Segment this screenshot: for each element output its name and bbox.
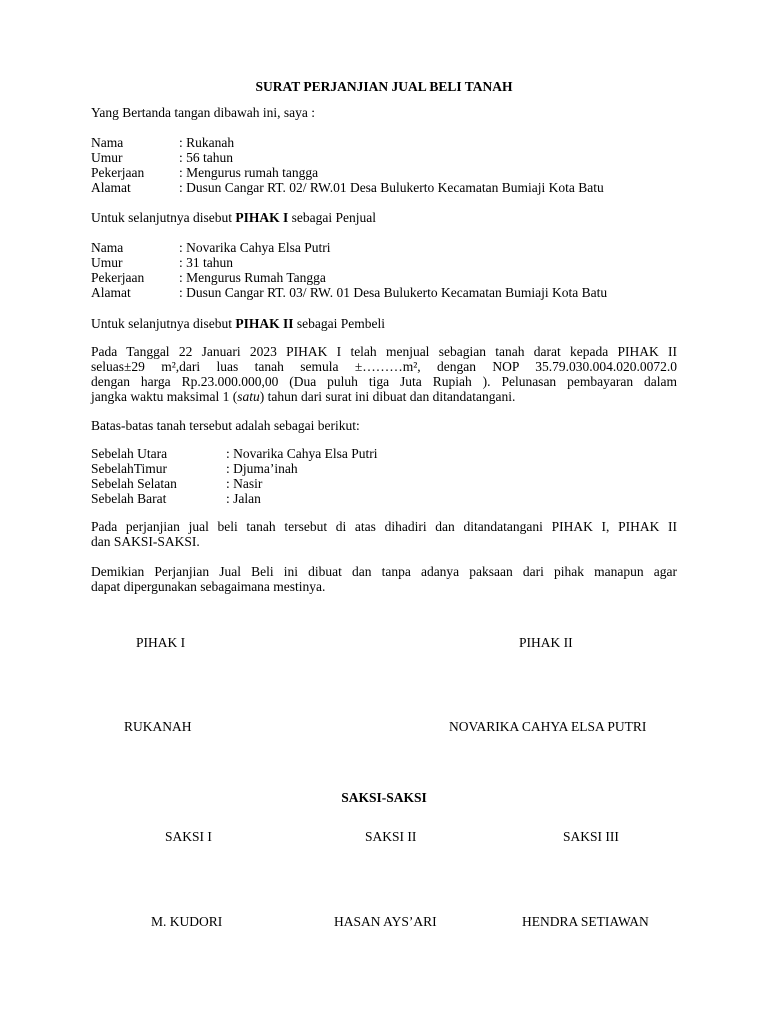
role-text: sebagai Penjual [288, 210, 376, 225]
value-alamat: : Dusun Cangar RT. 03/ RW. 01 Desa Bulukerto Kecamatan Bumiaji Kota Batu [179, 285, 608, 300]
pihak2-role [91, 316, 385, 331]
saksi1-label: SAKSI I [165, 829, 212, 844]
label-alamat: Alamat [91, 180, 131, 195]
boundary-label: Sebelah Barat [91, 491, 167, 506]
value-umur: : 31 tahun [179, 255, 233, 270]
closing-line: dapat dipergunakan sebagaimana mestinya. [91, 579, 326, 594]
label-pekerjaan: Pekerjaan [91, 165, 145, 180]
saksi2-name: HASAN AYS’ARI [334, 914, 437, 929]
saksi3-label: SAKSI III [563, 829, 619, 844]
role-text: Untuk selanjutnya disebut [91, 316, 236, 331]
closing-line: Demikian Perjanjian Jual Beli ini dibuat dan tanpa adanya paksaan dari pihak manapun agar [91, 564, 677, 579]
pihak2-signature-label: PIHAK II [519, 635, 573, 650]
role-text: sebagai Pembeli [293, 316, 385, 331]
value-alamat: : Dusun Cangar RT. 02/ RW.01 Desa Bulukerto Kecamatan Bumiaji Kota Batu [179, 180, 604, 195]
role-bold: PIHAK I [235, 210, 289, 225]
label-pekerjaan: Pekerjaan [91, 270, 145, 285]
role-text: Untuk selanjutnya disebut [91, 210, 236, 225]
witness-paragraph [91, 519, 677, 549]
boundaries-intro: Batas-batas tanah tersebut adalah sebagai berikut: [91, 418, 360, 433]
label-nama: Nama [91, 240, 124, 255]
agreement-line: dengan harga Rp.23.000.000,00 (Dua puluh tiga Juta Rupiah ). Pelunasan pembayaran dalam [91, 374, 677, 389]
value-pekerjaan: : Mengurus Rumah Tangga [179, 270, 326, 285]
pihak2-signature-name: NOVARIKA CAHYA ELSA PUTRI [449, 719, 647, 734]
intro-text: Yang Bertanda tangan dibawah ini, saya : [91, 105, 315, 120]
boundary-label: Sebelah Utara [91, 446, 168, 461]
value-pekerjaan: : Mengurus rumah tangga [179, 165, 319, 180]
saksi-heading: SAKSI-SAKSI [341, 790, 427, 805]
agreement-text: ) tahun dari surat ini dibuat dan ditandatangani. [259, 389, 516, 404]
value-nama: : Novarika Cahya Elsa Putri [179, 240, 331, 255]
pihak1-role [91, 210, 376, 225]
boundary-value: : Novarika Cahya Elsa Putri [226, 446, 378, 461]
agreement-line: Pada Tanggal 22 Januari 2023 PIHAK I telah menjual sebagian tanah darat kepada PIHAK II [91, 344, 677, 359]
document-title: SURAT PERJANJIAN JUAL BELI TANAH [255, 79, 513, 94]
agreement-line: seluas±29 m²,dari luas tanah semula ±………m², dengan NOP 35.79.030.004.020.0072.0 [91, 359, 677, 374]
boundary-label: SebelahTimur [91, 461, 168, 476]
label-nama: Nama [91, 135, 124, 150]
boundary-value: : Nasir [226, 476, 263, 491]
label-umur: Umur [91, 255, 123, 270]
boundary-label: Sebelah Selatan [91, 476, 177, 491]
saksi3-name: HENDRA SETIAWAN [522, 914, 649, 929]
agreement-italic: satu [237, 389, 260, 404]
value-nama: : Rukanah [179, 135, 235, 150]
agreement-paragraph [91, 344, 677, 404]
pihak1-signature-name: RUKANAH [124, 719, 192, 734]
closing-paragraph [91, 564, 677, 594]
witness-line: Pada perjanjian jual beli tanah tersebut di atas dihadiri dan ditandatangani PIHAK I, PIHAK II [91, 519, 677, 534]
value-umur: : 56 tahun [179, 150, 233, 165]
pihak1-signature-label: PIHAK I [136, 635, 186, 650]
boundary-value: : Jalan [226, 491, 261, 506]
label-umur: Umur [91, 150, 123, 165]
agreement-line [91, 389, 677, 404]
label-alamat: Alamat [91, 285, 131, 300]
witness-line: dan SAKSI-SAKSI. [91, 534, 200, 549]
saksi2-label: SAKSI II [365, 829, 417, 844]
agreement-text: jangka waktu maksimal 1 ( [91, 389, 238, 404]
role-bold: PIHAK II [235, 316, 294, 331]
boundary-value: : Djuma’inah [226, 461, 298, 476]
saksi1-name: M. KUDORI [151, 914, 223, 929]
